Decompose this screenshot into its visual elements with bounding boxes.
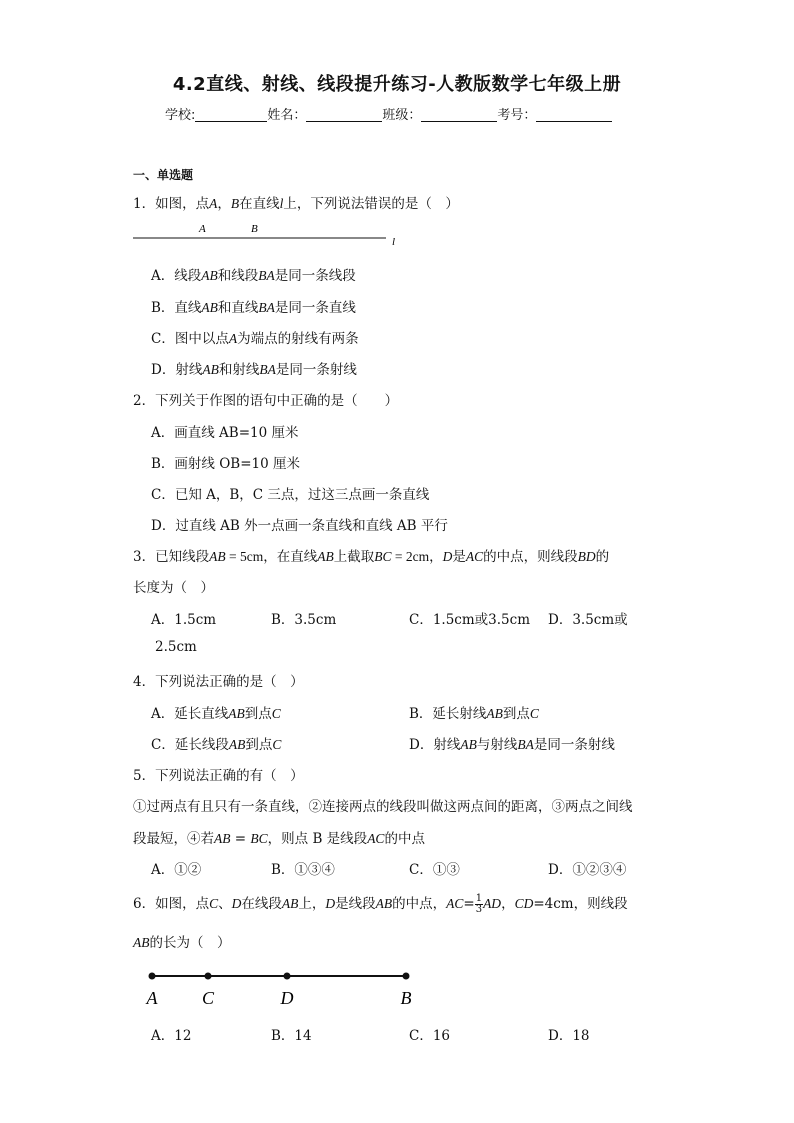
q6-m-c: C — [209, 896, 219, 911]
q4-opt-a-mid: 到点 — [244, 706, 272, 722]
q1-point-b: B — [230, 196, 240, 211]
q1-opt-d-text: D．射线 — [151, 362, 203, 378]
q6-m-ab2: AB — [375, 896, 393, 911]
q6-eq: = — [463, 896, 475, 912]
q6-t-c: 上， — [298, 896, 326, 912]
name-blank[interactable] — [306, 107, 382, 122]
q4-opt-c-text: C．延长线段 — [151, 737, 229, 753]
q3-t-f: 的中点，则线段 — [483, 549, 578, 565]
q6-m-d: D — [231, 896, 242, 911]
q6-t-line2: 的长为（ ） — [149, 935, 231, 951]
q1-opt-a-text: A．线段 — [151, 268, 202, 284]
q2-option-a[interactable]: A．画直线 AB=10 厘米 — [151, 425, 299, 441]
q6-m-cd: CD — [514, 896, 534, 911]
q1-fig-label-l: l — [392, 236, 396, 248]
name-label: 姓名： — [267, 108, 307, 123]
question-6-stem-line1 — [133, 892, 628, 915]
q1-opt-d-post: 是同一条射线 — [275, 362, 357, 378]
q3-t-b: ，在直线 — [263, 549, 318, 565]
q6-figure-segment — [140, 965, 430, 1015]
q3-m-bd: BD — [577, 549, 596, 564]
q1-opt-a-mid: 和线段 — [217, 268, 259, 284]
q1-opt-b-text: B．直线 — [151, 300, 202, 316]
question-2-stem: 2．下列关于作图的语句中正确的是（ ） — [133, 393, 399, 409]
q1-opt-c-mid: 为端点的射线有两条 — [237, 331, 359, 347]
q1-opt-c-text: C．图中以点 — [151, 331, 229, 347]
q6-option-d[interactable]: D．18 — [548, 1028, 590, 1044]
q5-m-ab: AB — [214, 831, 231, 846]
q5-m-bc: BC — [250, 831, 268, 846]
q1-opt-b-m2: BA — [258, 300, 275, 315]
q6-t-g: =4cm，则线段 — [533, 896, 628, 912]
q4-opt-c-m1: AB — [228, 737, 246, 752]
q4-option-c[interactable] — [151, 733, 281, 753]
q6-frac-num: 1 — [475, 893, 483, 904]
q3-t-a: 3．已知线段 — [133, 549, 210, 565]
q1-text-b: ， — [217, 196, 231, 212]
school-blank[interactable] — [195, 107, 267, 122]
q1-option-a[interactable] — [151, 264, 356, 284]
page-title: 4.2直线、射线、线段提升练习-人教版数学七年级上册 — [172, 74, 622, 95]
q5-option-b[interactable]: B．①③④ — [271, 862, 335, 878]
q6-m-ad: AD — [483, 896, 502, 911]
class-blank[interactable] — [421, 107, 497, 122]
q3-m-bc: BC — [374, 549, 392, 564]
q4-opt-c-m2: C — [272, 737, 282, 752]
q1-fig-label-b: B — [251, 223, 258, 235]
q4-option-d[interactable] — [409, 733, 615, 753]
q6-sep: 、 — [218, 896, 232, 912]
q3-t-g: 的 — [595, 549, 610, 565]
q6-option-b[interactable]: B．14 — [271, 1028, 312, 1044]
question-5-statements-line1: ①过两点有且只有一条直线，②连接两点的线段叫做这两点间的距离，③两点之间线 — [133, 799, 633, 815]
q1-opt-a-m2: BA — [258, 268, 275, 283]
q2-option-c[interactable]: C．已知 A，B，C 三点，过这三点画一条直线 — [151, 487, 430, 503]
q4-opt-d-m2: BA — [517, 737, 534, 752]
q5-eq: = — [230, 831, 251, 847]
q6-label-c: C — [201, 988, 215, 1008]
q6-label-b: B — [400, 988, 412, 1008]
q5-m-ac: AC — [367, 831, 385, 846]
q1-opt-a-post: 是同一条线段 — [274, 268, 356, 284]
q3-m-ab2: AB — [317, 549, 334, 564]
q4-opt-d-m1: AB — [460, 737, 477, 752]
q6-point-b — [403, 973, 410, 980]
q5-t-b: ，则点 B 是线段 — [267, 831, 368, 847]
q3-m-d: D — [442, 549, 453, 564]
q6-m-ab: AB — [281, 896, 299, 911]
q3-option-a[interactable]: A．1.5cm — [151, 612, 217, 628]
q4-opt-d-post: 是同一条射线 — [533, 737, 615, 753]
q4-option-b[interactable] — [409, 702, 539, 722]
q3-t-c: 上截取 — [333, 549, 375, 565]
q6-t-d: 是线段 — [335, 896, 376, 912]
number-label: 考号： — [497, 108, 537, 123]
school-label: 学校: — [165, 108, 196, 123]
question-3-stem-line2: 长度为（ ） — [133, 580, 214, 596]
q5-option-d[interactable]: D．①②③④ — [548, 862, 627, 878]
q3-option-c[interactable]: C．1.5cm或3.5cm — [409, 612, 530, 628]
question-1-stem — [133, 192, 459, 212]
q2-option-d[interactable]: D．过直线 AB 外一点画一条直线和直线 AB 平行 — [151, 518, 448, 534]
q6-frac-den: 3 — [475, 904, 483, 915]
q3-option-d-wrap: 2.5cm — [155, 639, 197, 655]
q1-opt-d-m2: BA — [259, 362, 276, 377]
q4-opt-d-mid: 与射线 — [476, 737, 518, 753]
q1-option-b[interactable] — [151, 296, 356, 316]
q5-option-c[interactable]: C．①③ — [409, 862, 460, 878]
q5-t-c: 的中点 — [384, 831, 425, 847]
q1-text-c: 在直线 — [239, 196, 280, 212]
q1-opt-b-m1: AB — [201, 300, 218, 315]
q4-opt-a-text: A．延长直线 — [151, 706, 229, 722]
section-heading: 一、单选题 — [133, 168, 194, 182]
question-4-stem: 4．下列说法正确的是（ ） — [133, 674, 304, 690]
q6-option-a[interactable]: A．12 — [151, 1028, 192, 1044]
q1-opt-b-mid: 和直线 — [217, 300, 259, 316]
q1-line-l: l — [279, 196, 284, 211]
student-info-line — [165, 104, 612, 123]
q3-eq2: = 2cm — [391, 549, 430, 564]
q6-m-ac: AC — [446, 896, 464, 911]
q3-m-ac: AC — [465, 549, 484, 564]
q3-option-d[interactable]: D．3.5cm或 — [548, 612, 628, 628]
q3-eq1: = 5cm — [225, 549, 264, 564]
q3-option-b[interactable]: B．3.5cm — [271, 612, 337, 628]
q4-opt-d-text: D．射线 — [409, 737, 461, 753]
q4-opt-b-m2: C — [529, 706, 539, 721]
number-blank[interactable] — [536, 107, 612, 122]
q1-point-a: A — [209, 196, 218, 211]
question-6-stem-line2 — [133, 931, 231, 951]
q6-point-a — [149, 973, 156, 980]
q6-t-b: 在线段 — [241, 896, 282, 912]
q4-opt-b-mid: 到点 — [502, 706, 530, 722]
q6-m-ab3: AB — [133, 935, 150, 950]
q1-opt-d-mid: 和射线 — [218, 362, 260, 378]
question-3-stem-line1 — [133, 545, 609, 565]
q3-t-e: 是 — [452, 549, 466, 565]
q1-opt-d-m1: AB — [202, 362, 219, 377]
q1-opt-b-post: 是同一条直线 — [274, 300, 356, 316]
q6-t-e: 的中点， — [392, 896, 447, 912]
q3-t-d: ， — [429, 549, 443, 565]
q1-fig-label-a: A — [199, 223, 206, 235]
q6-point-d — [284, 973, 291, 980]
q1-opt-a-m1: AB — [201, 268, 218, 283]
q2-option-b[interactable]: B．画射线 OB=10 厘米 — [151, 456, 300, 472]
q4-opt-b-m1: AB — [486, 706, 503, 721]
q4-option-a[interactable] — [151, 702, 281, 722]
q1-figure-line — [133, 220, 413, 250]
q5-option-a[interactable]: A．①② — [151, 862, 202, 878]
q6-label-d: D — [280, 988, 294, 1008]
q1-opt-c-m1: A — [228, 331, 238, 346]
question-5-statements-line2 — [133, 827, 425, 847]
q6-point-c — [205, 973, 212, 980]
q1-text-a: 1．如图，点 — [133, 196, 210, 212]
q6-t-f: ， — [501, 896, 515, 912]
q4-opt-a-m2: C — [271, 706, 281, 721]
question-5-stem: 5．下列说法正确的有（ ） — [133, 768, 304, 784]
q4-opt-c-mid: 到点 — [245, 737, 273, 753]
class-label: 班级： — [382, 108, 422, 123]
q1-option-c[interactable] — [151, 327, 359, 347]
q3-m-ab: AB — [209, 549, 226, 564]
q6-m-d2: D — [325, 896, 336, 911]
q6-option-c[interactable]: C．16 — [409, 1028, 451, 1044]
q4-opt-b-text: B．延长射线 — [409, 706, 487, 722]
q6-fraction — [475, 894, 483, 915]
q4-opt-a-m1: AB — [228, 706, 245, 721]
q1-option-d[interactable] — [151, 358, 357, 378]
q6-t-a: 6．如图，点 — [133, 896, 210, 912]
q5-t-a: 段最短，④若 — [133, 831, 214, 847]
q6-label-a: A — [146, 988, 158, 1008]
q1-text-d: 上，下列说法错误的是（ ） — [283, 196, 459, 212]
